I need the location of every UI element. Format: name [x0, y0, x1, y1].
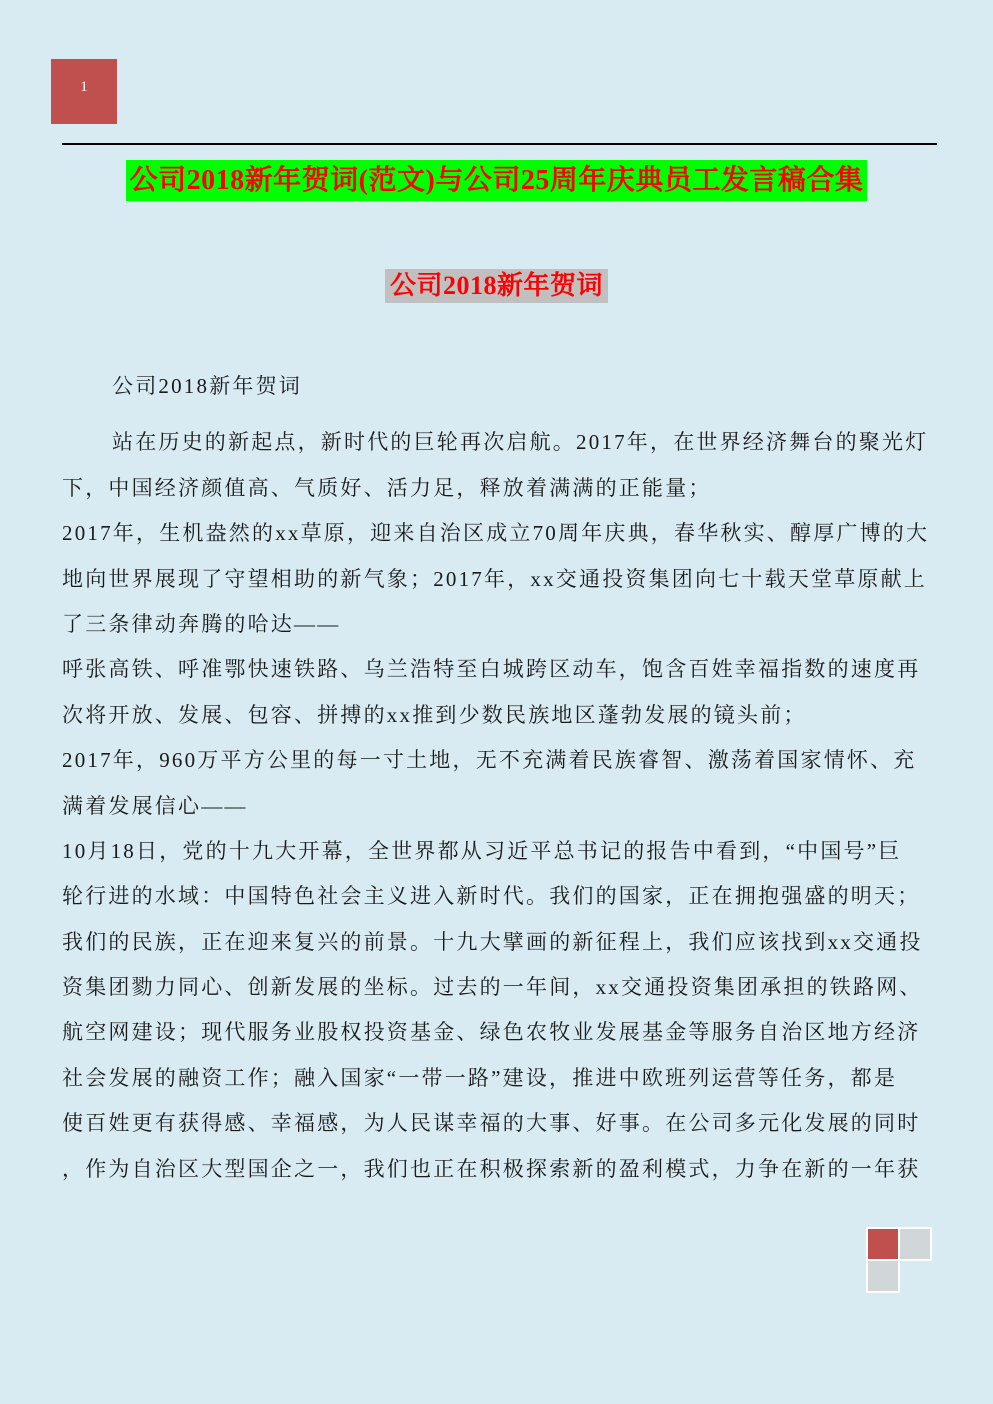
body-line: 航空网建设；现代服务业股权投资基金、绿色农牧业发展基金等服务自治区地方经济 — [62, 1020, 921, 1045]
page-number-badge — [51, 59, 117, 124]
corner-squares-decoration — [866, 1227, 932, 1293]
body-line: 资集团勠力同心、创新发展的坐标。过去的一年间，xx交通投资集团承担的铁路网、 — [62, 975, 923, 1000]
body-line: 轮行进的水域：中国特色社会主义进入新时代。我们的国家，正在拥抱强盛的明天； — [62, 884, 921, 909]
title-row — [0, 160, 993, 201]
decoration-square-gray — [900, 1229, 930, 1259]
body-line: 次将开放、发展、包容、拼搏的xx推到少数民族地区蓬勃发展的镜头前； — [62, 702, 807, 727]
body-line: 2017年，960万平方公里的每一寸土地，无不充满着民族睿智、激荡着国家情怀、充 — [62, 748, 917, 773]
body-line: 社会发展的融资工作；融入国家“一带一路”建设，推进中欧班列运营等任务，都是 — [62, 1065, 898, 1090]
subtitle-row — [0, 269, 993, 303]
body-line: ，作为自治区大型国企之一，我们也正在积极探索新的盈利模式，力争在新的一年获 — [62, 1156, 921, 1181]
decoration-square-red — [868, 1229, 898, 1259]
document-title: 公司2018新年贺词(范文)与公司25周年庆典员工发言稿合集 — [126, 160, 868, 201]
body-line: 10月18日，党的十九大开幕，全世界都从习近平总书记的报告中看到，“中国号”巨 — [62, 838, 902, 863]
body-line: 了三条律动奔腾的哈达—— — [62, 611, 341, 636]
body-line: 2017年，生机盎然的xx草原，迎来自治区成立70周年庆典，春华秋实、醇厚广博的大 — [62, 521, 930, 546]
body-line: 地向世界展现了守望相助的新气象；2017年，xx交通投资集团向七十载天堂草原献上 — [62, 566, 927, 591]
body-line: 呼张高铁、呼准鄂快速铁路、乌兰浩特至白城跨区动车，饱含百姓幸福指数的速度再 — [62, 657, 921, 682]
page-number: 1 — [80, 79, 88, 95]
body-line: 站在历史的新起点，新时代的巨轮再次启航。2017年，在世界经济舞台的聚光灯 — [112, 430, 929, 455]
body-text — [62, 364, 962, 1192]
body-line: 使百姓更有获得感、幸福感，为人民谋幸福的大事、好事。在公司多元化发展的同时 — [62, 1111, 921, 1136]
decoration-square-gray — [868, 1261, 898, 1291]
body-line: 我们的民族，正在迎来复兴的前景。十九大擘画的新征程上，我们应该找到xx交通投 — [62, 929, 923, 954]
body-line: 公司2018新年贺词 — [112, 374, 302, 398]
document-subtitle: 公司2018新年贺词 — [385, 269, 608, 303]
header-divider — [62, 143, 937, 145]
body-line: 下，中国经济颜值高、气质好、活力足，释放着满满的正能量； — [62, 475, 712, 500]
body-line: 满着发展信心—— — [62, 793, 248, 818]
